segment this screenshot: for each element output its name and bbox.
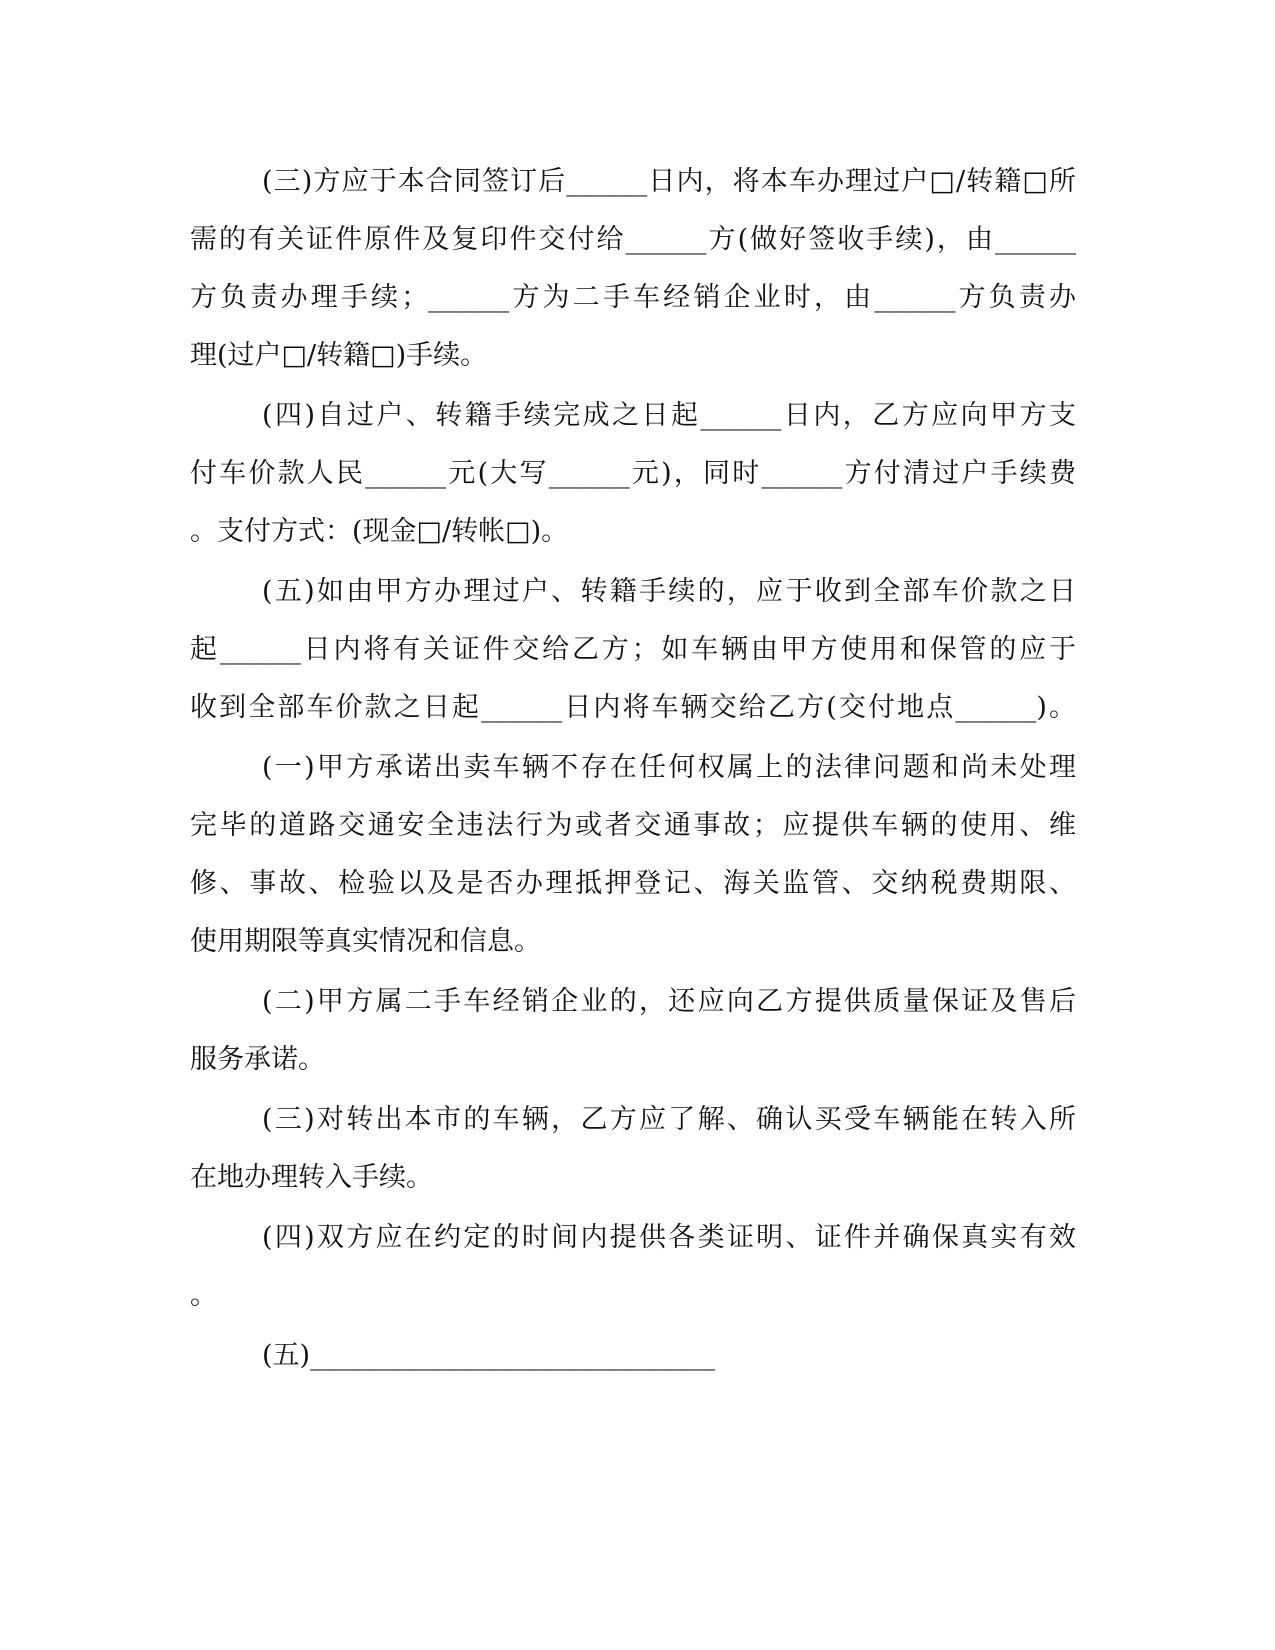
obligation-1-line-3: 修、事故、检验以及是否办理抵押登记、海关监管、交纳税费期限、 — [190, 868, 1076, 899]
clause-5-line-2: 起______日内将有关证件交给乙方；如车辆由甲方使用和保管的应于 — [190, 634, 1076, 665]
obligation-5-line-1: (五)______________________________ — [262, 1340, 716, 1371]
clause-4-line-1: (四)自过户、转籍手续完成之日起______日内，乙方应向甲方支 — [262, 400, 1076, 431]
obligation-4-line-2: 。 — [190, 1280, 217, 1311]
clause-3-line-2: 需的有关证件原件及复印件交付给______方(做好签收手续)，由______ — [190, 224, 1076, 255]
clause-4-line-2: 付车价款人民______元(大写______元)，同时______方付清过户手续费 — [190, 458, 1076, 489]
obligation-3-line-1: (三)对转出本市的车辆，乙方应了解、确认买受车辆能在转入所 — [262, 1104, 1076, 1135]
clause-3-line-3: 方负责办理手续；______方为二手车经销企业时，由______方负责办 — [190, 282, 1076, 313]
obligation-1-line-1: (一)甲方承诺出卖车辆不存在任何权属上的法律问题和尚未处理 — [262, 752, 1076, 783]
clause-3-line-4: 理(过户□/转籍□)手续。 — [190, 340, 488, 371]
obligation-2-line-1: (二)甲方属二手车经销企业的，还应向乙方提供质量保证及售后 — [262, 986, 1076, 1017]
obligation-1-line-2: 完毕的道路交通安全违法行为或者交通事故；应提供车辆的使用、维 — [190, 810, 1076, 841]
obligation-4-line-1: (四)双方应在约定的时间内提供各类证明、证件并确保真实有效 — [262, 1222, 1076, 1253]
obligation-2-line-2: 服务承诺。 — [190, 1044, 325, 1075]
obligation-3-line-2: 在地办理转入手续。 — [190, 1162, 433, 1193]
clause-3-line-1: (三)方应于本合同签订后______日内，将本车办理过户□/转籍□所 — [262, 166, 1076, 197]
clause-5-line-3: 收到全部车价款之日起______日内将车辆交给乙方(交付地点______)。 — [190, 692, 1076, 723]
obligation-1-line-4: 使用期限等真实情况和信息。 — [190, 926, 541, 957]
clause-4-line-3: 。支付方式：(现金□/转帐□)。 — [190, 516, 569, 547]
clause-5-line-1: (五)如由甲方办理过户、转籍手续的，应于收到全部车价款之日 — [262, 576, 1076, 607]
